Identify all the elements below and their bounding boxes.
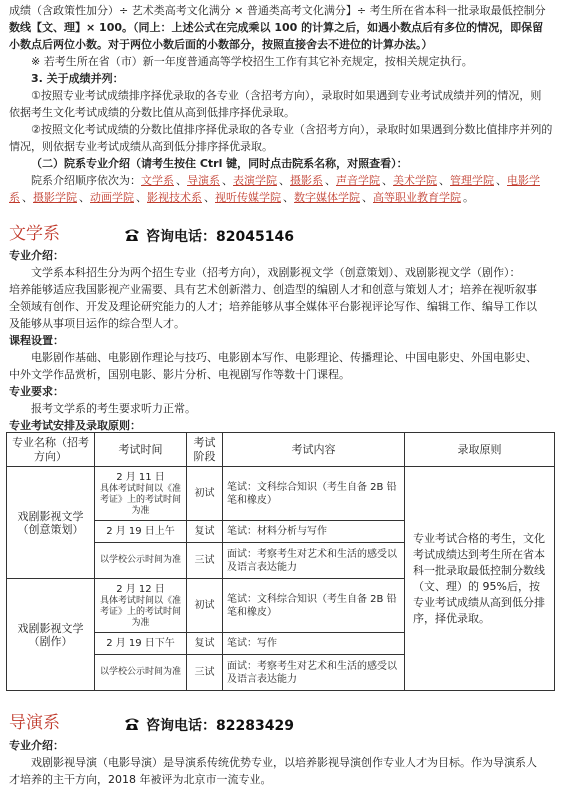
intro-line: 培养能够适应我国影视产业需要、具有艺术创新潜力、创造型的编剧人才和创意与策划人才；培养在视听叙事: [9, 283, 537, 296]
exam-stage: 三试: [187, 655, 223, 691]
directing-phone: [124, 717, 294, 735]
major-creative-planning: 戏剧影视文学（创意策划）: [7, 467, 95, 579]
admission-principle: 专业考试合格的考生，文化考试成绩达到考生所在省本科一批录取最低控制分数线（文、理）的 95%后，按专业考试成绩从高到低分排序，择优录取。: [405, 467, 555, 691]
course-line: 中外文学作品赏析，国别电影、影片分析、电视剧写作等数十门课程。: [9, 368, 350, 381]
dept-link-film-technology[interactable]: 影视技术系: [147, 191, 202, 204]
phone-number: 82283429: [216, 718, 294, 734]
dept-link-media[interactable]: 视听传媒学院: [215, 191, 281, 204]
tie-rule-1-line-1: ①按照专业考试成绩排序择优录取的各专业（含招考方向），录取时如果遇到专业考试成绩并列的情况，则: [31, 89, 542, 102]
dept-link-film-studies[interactable]: 电影学系: [9, 174, 540, 204]
formula-line-3: 小数点后两位小数。对于两位小数后面的小数部分，按照直接舍去不进位的计算办法。）: [9, 38, 433, 51]
exam-content: 面试：考察考生对艺术和生活的感受以及语言表达能力: [223, 655, 405, 691]
dept-link-vocational[interactable]: 高等职业教育学院: [373, 191, 461, 204]
exam-content: 笔试：文科综合知识（考生自备 2B 铅笔和橡皮）: [223, 579, 405, 633]
course-line: 电影剧作基础、电影剧作理论与技巧、电影剧本写作、电影理论、传播理论、中国电影史、外国电影史、: [31, 351, 537, 364]
schedule-heading: 专业考试安排及录取原则：: [9, 419, 141, 432]
literature-phone: [124, 228, 294, 246]
requirement-heading: 专业要求：: [9, 385, 64, 398]
dept-link-literature[interactable]: 文学系: [141, 174, 174, 187]
phone-number: 82045146: [216, 229, 294, 245]
telephone-icon: [124, 228, 140, 242]
exam-content: 面试：考察考生对艺术和生活的感受以及语言表达能力: [223, 543, 405, 579]
intro-line: 及能够从事项目运作的综合型人才。: [9, 317, 185, 330]
directing-intro: [9, 737, 554, 788]
tie-rule-2-line-1: ②按照文化考试成绩的分数比值排序择优录取的各专业（含招考方向），录取时如果遇到分数比值排序并列的: [31, 123, 553, 136]
telephone-icon: [124, 717, 140, 731]
exam-stage: 初试: [187, 579, 223, 633]
dept-link-cinematography[interactable]: 摄影系: [290, 174, 323, 187]
table-row: [7, 467, 555, 521]
phone-label: 咨询电话：: [146, 229, 216, 245]
section-2-title: （二）院系专业介绍（请考生按住 Ctrl 键，同时点击院系名称，对照查看）：: [31, 157, 408, 170]
header-stage: 考试阶段: [187, 433, 223, 467]
dept-link-photography[interactable]: 摄影学院: [33, 191, 77, 204]
department-order: 院系介绍顺序依次为：文学系 、导演系 、表演学院 、摄影系 、声音学院 、美术学院 、管理学院 、电影学系 、摄影学院 、动画学院 、影视技术系 、视听传媒学院 、数字媒体学院 、高等职业教育学院 。: [9, 174, 540, 204]
exam-time-cell: [95, 467, 187, 521]
literature-dept-title: 文学系: [9, 224, 60, 244]
exam-time-detail: 具体考试时间以《准考证》上的考试时间为准: [99, 595, 181, 628]
header-time: 考试时间: [95, 433, 187, 467]
exam-time: 2 月 19 日下午: [95, 633, 187, 655]
supplementary-note: ※ 若考生所在省（市）新一年度普通高等学校招生工作有其它补充规定，按相关规定执行。: [31, 55, 473, 68]
dept-link-performance[interactable]: 表演学院: [233, 174, 277, 187]
department-order-label: 院系介绍顺序依次为：: [31, 174, 141, 187]
exam-stage: 三试: [187, 543, 223, 579]
intro-line: 文学系本科招生分为两个招生专业（招考方向），戏剧影视文学（创意策划）、戏剧影视文学（剧作）：: [31, 266, 521, 279]
exam-time-cell: [95, 579, 187, 633]
tie-rule-1-line-2: 依据考生文化考试成绩的分数比值从高到低排序择优录取。: [9, 106, 295, 119]
phone-label: 咨询电话：: [146, 718, 216, 734]
intro-section: [9, 2, 554, 206]
intro-heading: 专业介绍：: [9, 249, 64, 262]
exam-content: 笔试：材料分析与写作: [223, 521, 405, 543]
header-content: 考试内容: [223, 433, 405, 467]
exam-schedule-table: [6, 432, 555, 691]
intro-heading: 专业介绍：: [9, 739, 64, 752]
tie-rule-2-line-2: 情况，则依据专业考试成绩从高到低分排序择优录取。: [9, 140, 273, 153]
intro-line: 戏剧影视导演（电影导演）是导演系传统优势专业，以培养影视导演创作专业人才为目标。作为导演系人: [31, 756, 537, 769]
exam-time: 以学校公示时间为准: [95, 543, 187, 579]
intro-line: 全领域有创作、开发及理论研究能力的人才；培养能够从事全媒体平台影视评论写作、编辑工作、编导工作以: [9, 300, 537, 313]
dept-link-animation[interactable]: 动画学院: [90, 191, 134, 204]
exam-stage: 初试: [187, 467, 223, 521]
exam-time-detail: 具体考试时间以《准考证》上的考试时间为准: [99, 483, 181, 516]
formula-line-1: 成绩（含政策性加分）÷ 艺术类高考文化满分 × 普通类高考文化满分】÷ 考生所在省本科一批录取最低控制分: [9, 4, 546, 17]
dept-link-art[interactable]: 美术学院: [393, 174, 437, 187]
dept-link-digital-media[interactable]: 数字媒体学院: [294, 191, 360, 204]
exam-time: 2 月 19 日上午: [95, 521, 187, 543]
exam-time: 以学校公示时间为准: [95, 655, 187, 691]
exam-date: 2 月 11 日: [116, 471, 165, 483]
directing-dept-title: 导演系: [9, 713, 60, 733]
header-principle: 录取原则: [405, 433, 555, 467]
dept-link-directing[interactable]: 导演系: [187, 174, 220, 187]
course-heading: 课程设置：: [9, 334, 64, 347]
intro-line: 才培养的主干方向，2018 年被评为北京市一流专业。: [9, 773, 272, 786]
major-screenwriting: 戏剧影视文学（剧作）: [7, 579, 95, 691]
formula-line-2: 数线【文、理】× 100。（同上：上述公式在完成乘以 100 的计算之后，如遇小数点后有多位的情况，即保留: [9, 21, 544, 34]
exam-content: 笔试：文科综合知识（考生自备 2B 铅笔和橡皮）: [223, 467, 405, 521]
exam-stage: 复试: [187, 521, 223, 543]
table-header-row: [7, 433, 555, 467]
section-3-title: 3. 关于成绩并列：: [31, 72, 124, 85]
literature-intro: [9, 247, 554, 434]
exam-content: 笔试：写作: [223, 633, 405, 655]
dept-link-sound[interactable]: 声音学院: [336, 174, 380, 187]
requirement-line: 报考文学系的考生要求听力正常。: [31, 402, 196, 415]
exam-date: 2 月 12 日: [116, 583, 165, 595]
exam-stage: 复试: [187, 633, 223, 655]
header-major: 专业名称（招考方向）: [7, 433, 95, 467]
dept-link-management[interactable]: 管理学院: [450, 174, 494, 187]
